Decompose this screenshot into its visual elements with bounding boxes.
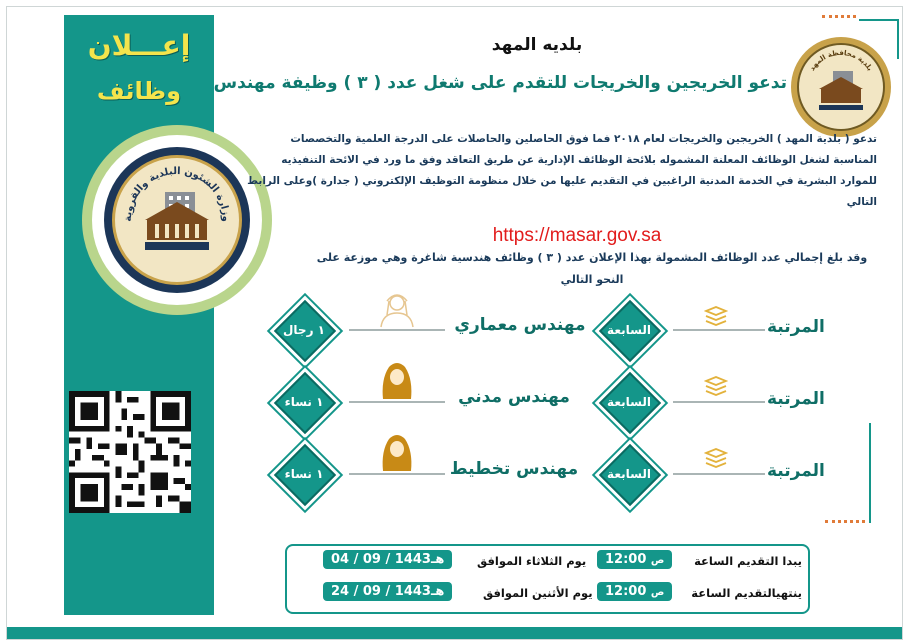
schedule-box xyxy=(285,544,810,614)
rank-label: المرتبة xyxy=(767,317,825,337)
start-date: 04 / 09 / 1443هـ xyxy=(323,550,452,569)
job-title: مهندس تخطيط xyxy=(449,459,579,479)
grade-badge: السابعة xyxy=(607,395,651,409)
job-title: مهندس مدني xyxy=(458,387,570,407)
stack-icon xyxy=(704,305,728,327)
body-text: تدعو ( بلدية المهد ) الخريجين والخريجات لعام ٢٠١٨ فما فوق الحاصلين والحاصلات على الدرجة العلمية والتخصصات المناسبة لشغل الوظائف المعلنة المشموله بلائحة الوظائف الإدارية عن طريق التعاقد وفق ما ورد في الائحة التنفيذيه للموارد البشرية في الخدمة المدنية الراغبين في التقديم عليها من خلال منظومة التوظيف الإلكتروني ( جدارة )وعلى الرابط التالي xyxy=(247,133,877,208)
count-badge: ١ نساء xyxy=(284,467,324,481)
end-label: ينتهيالتقديم الساعة xyxy=(691,586,802,600)
logo-arc-text: وزارة الشئون البلدية والقروية xyxy=(122,165,232,222)
start-day: يوم الثلاثاء الموافق xyxy=(477,554,587,568)
dotted-decoration xyxy=(822,15,856,18)
woman-icon xyxy=(375,429,419,473)
job-row xyxy=(7,443,902,503)
start-label: يبدا التقديم الساعة xyxy=(694,554,802,568)
woman-icon xyxy=(375,357,419,401)
job-title: مهندس معماري xyxy=(454,315,586,335)
stack-icon xyxy=(704,375,728,397)
rank-label: المرتبة xyxy=(767,389,825,409)
jobs-label: وظائف xyxy=(96,77,182,105)
end-time: 12:00 ص xyxy=(597,582,672,601)
headline: تدعو الخريجين والخريجات للتقدم على شغل عدد ( ٣ ) وظيفة مهندس xyxy=(213,73,787,93)
rank-label: المرتبة xyxy=(767,461,825,481)
small-logo-arc-text: بلدية محافظة المهد xyxy=(808,48,874,73)
total-text: وقد بلغ إجمالي عدد الوظائف المشمولة بهذا الإعلان عدد ( ٣ ) وظائف هندسية شاغرة وهي موزعة على النحو التالي xyxy=(316,251,868,286)
count-badge: ١ رجال xyxy=(283,323,325,337)
svg-text:بلدية محافظة المهد xyxy=(808,49,874,73)
municipality-logo xyxy=(791,37,891,137)
count-badge: ١ نساء xyxy=(284,395,324,409)
announcement-label: إعـــلان xyxy=(87,29,191,62)
grade-badge: السابعة xyxy=(607,323,651,337)
start-time: 12:00 ص xyxy=(597,550,672,569)
man-icon xyxy=(375,285,419,329)
end-day: يوم الأثنين الموافق xyxy=(483,586,593,600)
dotted-decoration xyxy=(825,520,865,523)
footer-bar xyxy=(7,627,902,639)
building-icon xyxy=(115,158,239,282)
job-row xyxy=(7,371,902,431)
corner-decoration xyxy=(869,423,871,523)
stack-icon xyxy=(704,447,728,469)
ministry-logo xyxy=(82,125,272,315)
job-row xyxy=(7,299,902,359)
city-title: بلديه المهد xyxy=(491,35,583,55)
job-announcement-poster xyxy=(6,6,903,640)
grade-badge: السابعة xyxy=(607,467,651,481)
building-icon xyxy=(799,45,883,129)
masar-link[interactable]: https://masar.gov.sa xyxy=(492,225,662,246)
end-date: 24 / 09 / 1443هـ xyxy=(323,582,452,601)
